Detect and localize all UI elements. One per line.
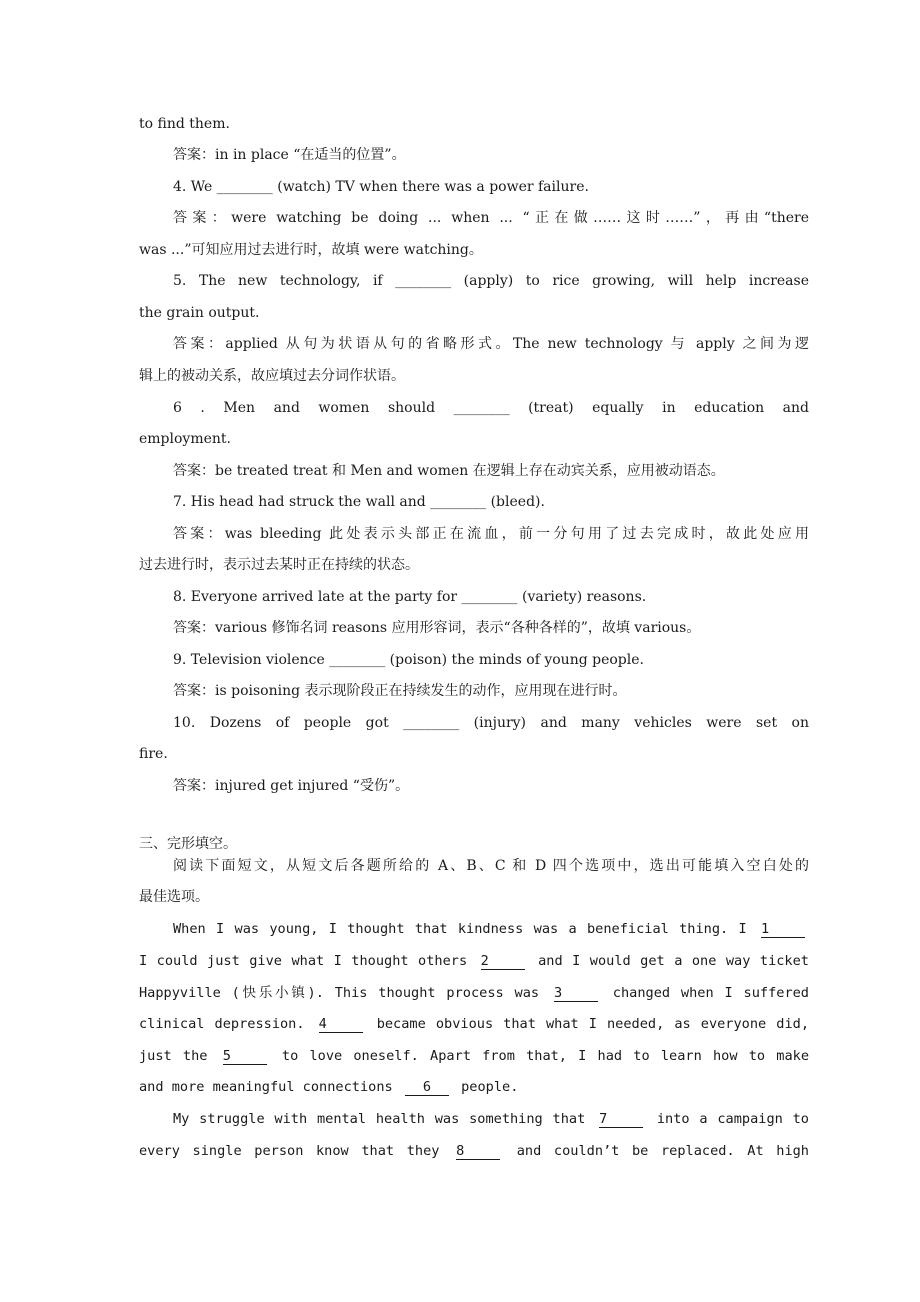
text-line: was ...”可知应用过去进行时，故填 were watching。: [139, 242, 483, 258]
cloze-line: and more meaningful connections 6 people.: [139, 1079, 519, 1095]
text-line: 过去进行时，表示过去某时正在持续的状态。: [139, 557, 419, 573]
question-line: 10. Dozens of people got ________ (injury) and many vehicles were set on: [173, 715, 809, 731]
text-line: employment.: [139, 431, 231, 447]
question-line: 8. Everyone arrived late at the party for ________ (variety) reasons.: [173, 589, 647, 605]
text-line: to find them.: [139, 116, 230, 132]
cloze-line: clinical depression. 4 became obvious that what I needed, as everyone did,: [139, 1016, 809, 1032]
cloze-blank: 8: [456, 1144, 500, 1160]
text-line: 辑上的被动关系，故应填过去分词作状语。: [139, 368, 405, 384]
answer-line: 答案：applied 从句为状语从句的省略形式。The new technology 与 apply 之间为逻: [173, 336, 809, 352]
cloze-line: My struggle with mental health was something that 7 into a campaign to: [173, 1111, 809, 1127]
cloze-blank: 7: [599, 1112, 643, 1128]
answer-line: 答案：were watching be doing ... when ... “正在做……这时……”，再由“there: [173, 210, 809, 226]
answer-line: 答案：was bleeding 此处表示头部正在流血，前一分句用了过去完成时，故此处应用: [173, 526, 809, 542]
answer-line: 答案：various 修饰名词 reasons 应用形容词，表示“各种各样的”，故填 various。: [173, 620, 701, 636]
cloze-blank: 5: [223, 1049, 267, 1065]
answer-line: 答案：be treated treat 和 Men and women 在逻辑上存在动宾关系，应用被动语态。: [173, 463, 725, 479]
cloze-line: every single person know that they 8 and couldn’t be replaced. At high: [139, 1143, 809, 1159]
instruction-line: 阅读下面短文，从短文后各题所给的 A、B、C 和 D 四个选项中，选出可能填入空白处的: [173, 858, 809, 874]
answer-line: 答案：is poisoning 表示现阶段正在持续发生的动作，应用现在进行时。: [173, 683, 627, 699]
cloze-blank: 4: [319, 1017, 363, 1033]
question-line: 5. The new technology, if ________ (apply) to rice growing, will help increase: [173, 273, 809, 289]
question-line: 7. His head had struck the wall and ________ (bleed).: [173, 494, 545, 510]
cloze-line: I could just give what I thought others 2 and I would get a one way ticket: [139, 953, 809, 969]
answer-line: 答案：injured get injured “受伤”。: [173, 778, 410, 794]
question-line: 6 . Men and women should ________ (treat) equally in education and: [173, 400, 809, 416]
answer-line: 答案：in in place “在适当的位置”。: [173, 147, 406, 163]
cloze-line: Happyville (快乐小镇). This thought process was 3 changed when I suffered: [139, 985, 809, 1001]
cloze-blank: 6: [405, 1080, 449, 1096]
cloze-line: just the 5 to love oneself. Apart from that, I had to learn how to make: [139, 1048, 809, 1064]
cloze-blank: 1: [761, 922, 805, 938]
cloze-blank: 2: [481, 954, 525, 970]
text-line: 最佳选项。: [139, 889, 209, 905]
question-line: 9. Television violence ________ (poison) the minds of young people.: [173, 652, 644, 668]
cloze-blank: 3: [554, 986, 598, 1002]
text-line: the grain output.: [139, 305, 260, 321]
text-line: fire.: [139, 746, 168, 762]
question-line: 4. We ________ (watch) TV when there was a power failure.: [173, 179, 589, 195]
cloze-line: When I was young, I thought that kindness was a beneficial thing. I 1: [173, 919, 809, 941]
section-heading: 三、完形填空。: [139, 836, 237, 852]
